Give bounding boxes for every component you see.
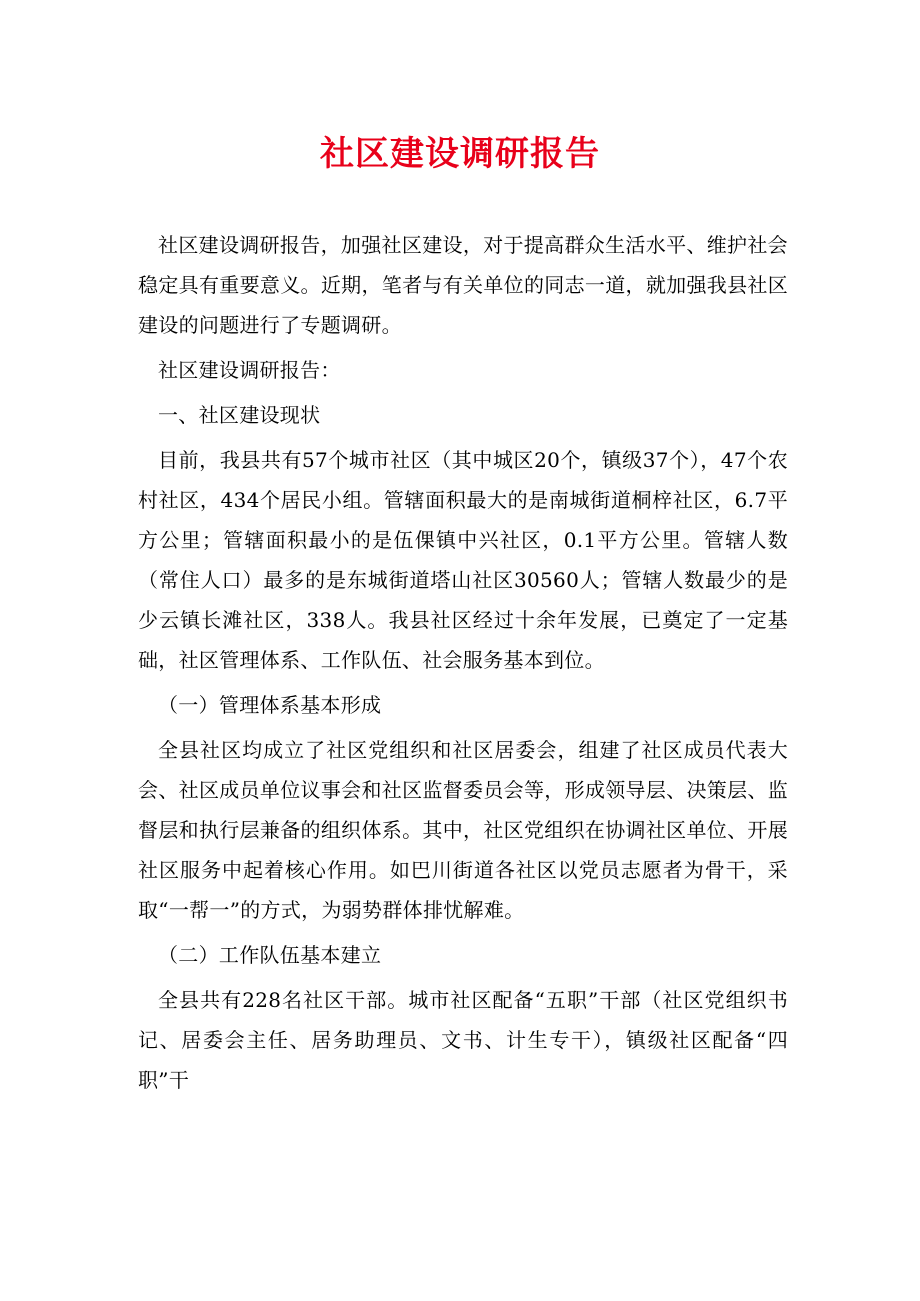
- subsection-heading-staff: （二）工作队伍基本建立: [158, 943, 382, 967]
- paragraph-intro: 社区建设调研报告，加强社区建设，对于提高群众生活水平、维护社会稳定具有重要意义。近期，笔者与有关单位的同志一道，就加强我县社区建设的问题进行了专题调研。: [138, 233, 788, 337]
- document-title: 社区建设调研报告: [320, 134, 600, 174]
- paragraph-staff: 全县共有228名社区干部。城市社区配备“五职”干部（社区党组织书记、居委会主任、居务助理员、文书、计生专干），镇级社区配备“四职”干: [138, 988, 788, 1092]
- paragraph-report-heading: 社区建设调研报告：: [158, 358, 341, 382]
- section-heading-status: 一、社区建设现状: [158, 403, 321, 427]
- paragraph-management: 全县社区均成立了社区党组织和社区居委会，组建了社区成员代表大会、社区成员单位议事会和社区监督委员会等，形成领导层、决策层、监督层和执行层兼备的组织体系。其中，社区党组织在协调社区单位、开展社区服务中起着核心作用。如巴川街道各社区以党员志愿者为骨干，采取“一帮一”的方式，为弱势群体排忧解难。: [138, 738, 788, 922]
- document-body: [138, 225, 788, 1100]
- subsection-heading-management: （一）管理体系基本形成: [158, 693, 382, 717]
- paragraph-status: 目前，我县共有57个城市社区（其中城区20个，镇级37个），47个农村社区，434个居民小组。管辖面积最大的是南城街道桐梓社区，6.7平方公里；管辖面积最小的是伍倮镇中兴社区，0.1平方公里。管辖人数（常住人口）最多的是东城街道塔山社区30560人；管辖人数最少的是少云镇长滩社区，338人。我县社区经过十余年发展，已奠定了一定基础，社区管理体系、工作队伍、社会服务基本到位。: [138, 448, 788, 672]
